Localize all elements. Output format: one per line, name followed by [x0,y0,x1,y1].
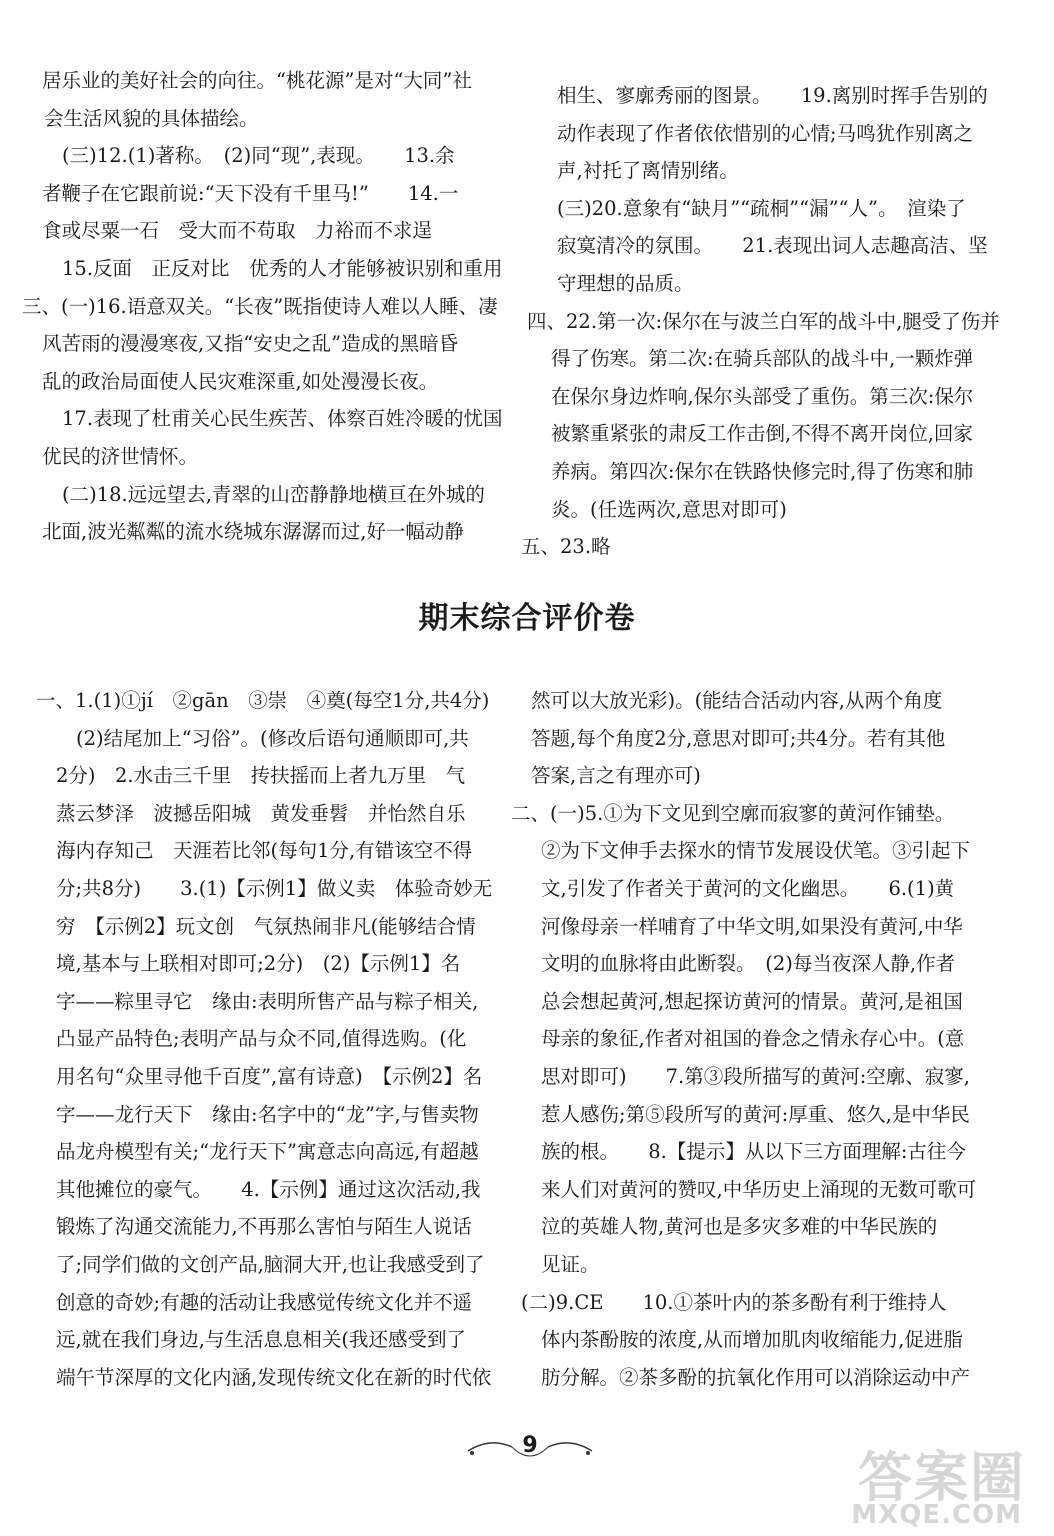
text-line: 惹人感伤;第⑤段所写的黄河:厚重、悠久,是中华民 [541,1102,970,1126]
page-number [450,1429,610,1469]
text-line: 三、(一)16.语意双关。“长夜”既指使诗人难以人睡、凄 [22,294,498,318]
text-line: 被繁重紧张的肃反工作击倒,不得不离开岗位,回家 [551,422,973,446]
text-line: 了;同学们做的文创产品,脑洞大开,也让我感受到了 [56,1252,485,1276]
watermark [851,1435,1026,1530]
text-line: 守理想的品质。 [557,271,694,295]
text-line: 得了伤寒。第二次:在骑兵部队的战斗中,一颗炸弹 [551,347,974,371]
text-line: 文明的血脉将由此断裂。 (2)每当夜深人静,作者 [541,952,956,976]
text-line: 北面,波光粼粼的流水绕城东潺潺而过,好一幅动静 [42,520,464,544]
text-line: 相生、寥廓秀丽的图景。 19.离别时挥手告别的 [557,84,988,107]
text-line: 海内存知己 天涯若比邻(每句1分,有错该空不得 [56,839,473,863]
watermark-url: MXQE.COM [851,1500,1022,1530]
text-line: 乱的政治局面使人民灾难深重,如处漫漫长夜。 [42,369,439,393]
text-line: 端午节深厚的文化内涵,发现传统文化在新的时代依 [56,1365,492,1389]
text-line: 思对即可) 7.第③段所描写的黄河:空廓、寂寥, [541,1064,970,1088]
text-line: 字——粽里寻它 缘由:表明所售产品与粽子相关, [56,989,479,1013]
text-line: 一、1.(1)①jí ②gān ③崇 ④奠(每空1分,共4分) [36,689,490,712]
text-line: 文,引发了作者关于黄河的文化幽思。 6.(1)黄 [541,876,955,900]
text-line: 总会想起黄河,想起探访黄河的情景。黄河,是祖国 [541,989,963,1013]
text-line: 风苦雨的漫漫寒夜,又指“安史之乱”造成的黑暗昏 [42,332,459,356]
text-line: 凸显产品特色;表明产品与众不同,值得选购。(化 [56,1027,467,1051]
text-line: 河像母亲一样哺育了中华文明,如果没有黄河,中华 [541,914,963,938]
text-line: 声,衬托了离情别绪。 [557,159,739,183]
text-line: 四、22.第一次:保尔在与波兰白军的战斗中,腿受了伤并 [527,309,1000,333]
text-line: 来人们对黄河的赞叹,中华历史上涌现的无数可歌可 [541,1177,977,1201]
text-line: 母亲的象征,作者对祖国的眷念之情永存心中。(意 [541,1027,965,1051]
bottom-left-column [36,682,498,1396]
text-line: 肪分解。②茶多酚的抗氧化作用可以消除运动中产 [541,1365,971,1389]
text-line: 者鞭子在它跟前说:“天下没有千里马!” 14.一 [42,181,459,205]
text-line: 创意的奇妙;有趣的活动让我感觉传统文化并不遥 [56,1290,473,1314]
text-line: (二)9.CE 10.①茶叶内的茶多酚有利于维持人 [521,1290,947,1314]
text-line: 体内茶酚胺的浓度,从而增加肌肉收缩能力,促进脂 [541,1328,963,1352]
watermark-logo-text: 答案圈 [858,1446,1026,1509]
text-line: 族的根。 8.【提示】从以下三方面理解:古往今 [541,1140,966,1164]
text-line: 用名句“众里寻他千百度”,富有诗意) 【示例2】名 [56,1064,483,1088]
text-line: 其他摊位的豪气。 4.【示例】通过这次活动,我 [56,1177,481,1201]
text-line: 然可以大放光彩)。(能结合活动内容,从两个角度 [531,689,943,712]
text-line: 2分) 2.水击三千里 抟扶摇而上者九万里 气 [56,764,466,788]
text-line: 品龙舟模型有关;“龙行天下”寓意志向高远,有超越 [56,1140,479,1164]
text-line: 见证。 [541,1252,600,1276]
text-line: 炎。(任选两次,意思对即可) [551,497,787,521]
text-line: 寂寞清冷的氛围。 21.表现出词人志趣高洁、坚 [557,234,988,258]
text-line: 动作表现了作者依依惜别的心情;马鸣犹作别离之 [557,121,974,145]
top-right-column [521,77,1000,566]
page-number-text: 9 [522,1433,538,1458]
text-line: (2)结尾加上“习俗”。(修改后语句通顺即可,共 [76,726,469,750]
text-line: 远,就在我们身边,与生活息息相关(我还感受到了 [56,1328,467,1352]
text-line: 答题,每个角度2分,意思对即可;共4分。若有其他 [531,726,946,750]
text-line: ②为下文伸手去探水的情节发展设伏笔。③引起下 [541,839,971,863]
text-line: 锻炼了沟通交流能力,不再那么害怕与陌生人说话 [56,1215,472,1239]
text-line: (二)18.远远望去,青翠的山峦静静地横亘在外城的 [62,482,485,506]
text-line: 五、23.略 [521,535,611,559]
bottom-right-column [511,682,997,1396]
text-line: 泣的英雄人物,黄河也是多灾多难的中华民族的 [541,1215,938,1239]
text-line: 在保尔身边炸响,保尔头部受了重伤。第三次:保尔 [551,384,974,408]
text-line: 境,基本与上联相对即可;2分) (2)【示例1】名 [56,952,461,976]
text-line: 食或尽粟一石 受大而不苟取 力裕而不求逞 [42,219,433,243]
text-line: 字——龙行天下 缘由:名字中的“龙”字,与售卖物 [56,1102,479,1126]
text-line: 养病。第四次:保尔在铁路快修完时,得了伤寒和肺 [551,459,974,483]
text-line: 17.表现了杜甫关心民生疾苦、体察百姓冷暖的忧国 [62,407,503,431]
text-line: 蒸云梦泽 波撼岳阳城 黄发垂髫 并怡然自乐 [56,801,466,825]
section-title: 期末综合评价卷 [418,601,636,636]
text-line: 二、(一)5.①为下文见到空廓而寂寥的黄河作铺垫。 [511,801,955,825]
text-line: 优民的济世情怀。 [42,444,199,468]
text-line: 15.反面 正反对比 优秀的人才能够被识别和重用 [62,256,503,280]
text-line: 会生活风貌的具体描绘。 [44,106,259,130]
text-line: 答案,言之有理亦可) [531,764,701,788]
text-line: 穷 【示例2】玩文创 气氛热闹非凡(能够结合情 [56,914,476,938]
text-line: (三)12.(1)著称。 (2)同“现”,表现。 13.余 [62,144,455,168]
text-line: 居乐业的美好社会的向往。“桃花源”是对“大同”社 [42,69,472,92]
text-line: (三)20.意象有“缺月”“疏桐”“漏”“人”。 渲染了 [557,196,966,220]
top-left-column [22,62,503,551]
text-line: 分;共8分) 3.(1)【示例1】做义卖 体验奇妙无 [56,876,493,900]
